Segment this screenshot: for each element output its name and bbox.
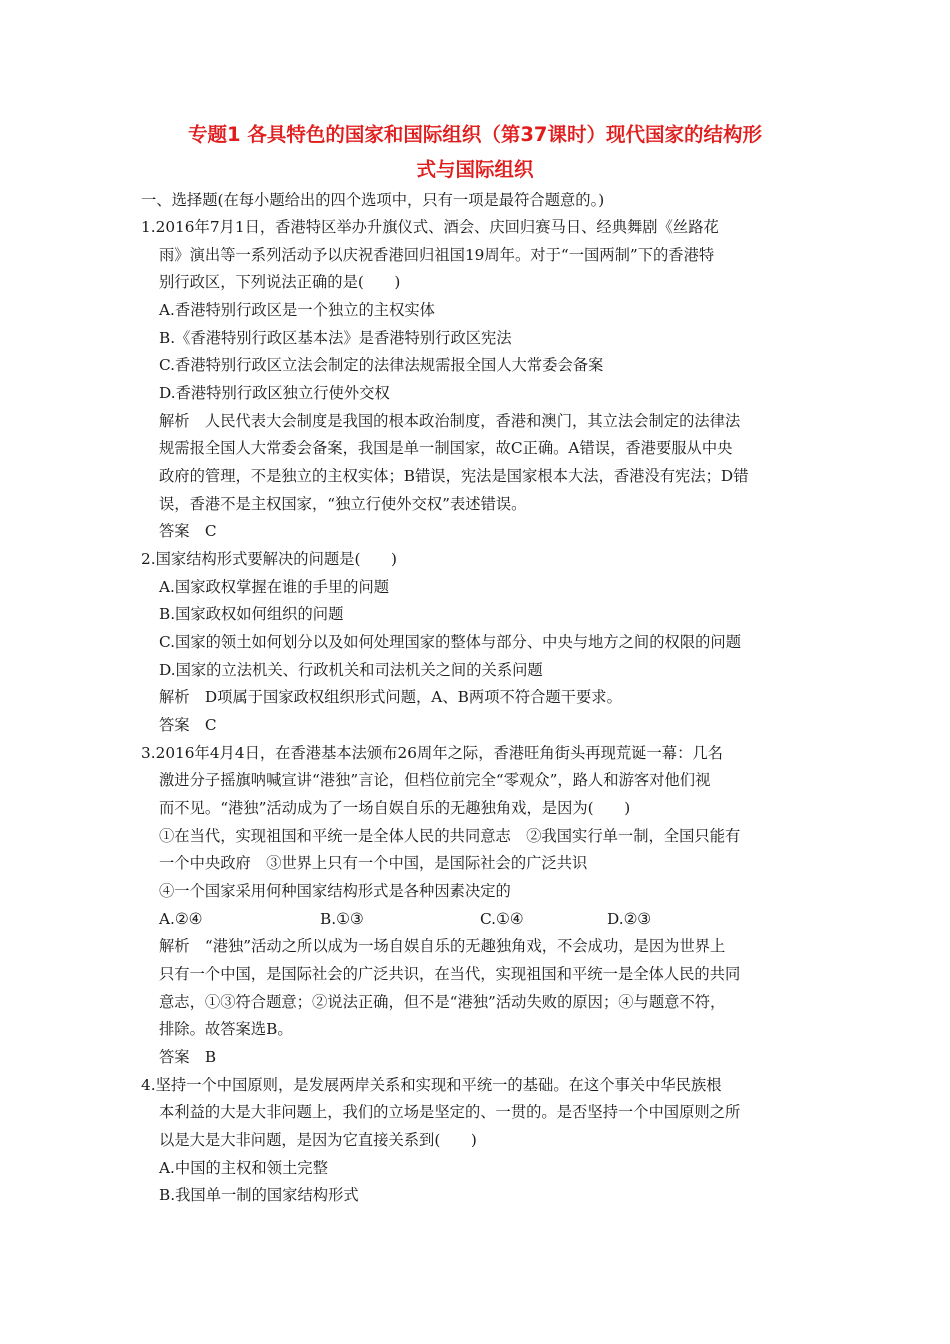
q3-statement-line: ④一个国家采用何种国家结构形式是各种因素决定的 (159, 882, 511, 900)
q1-analysis-line: 误，香港不是主权国家，“独立行使外交权”表述错误。 (159, 495, 527, 513)
q1-answer: 答案 C (159, 522, 217, 540)
q4-stem-line: 4.坚持一个中国原则，是发展两岸关系和实现和平统一的基础。在这个事关中华民族根 (141, 1076, 722, 1094)
q3-analysis-line: 意志，①③符合题意；②说法正确，但不是“港独”活动失败的原因；④与题意不符， (159, 993, 726, 1011)
q2-option-d: D.国家的立法机关、行政机关和司法机关之间的关系问题 (159, 661, 543, 679)
q2-option-a: A.国家政权掌握在谁的手里的问题 (159, 578, 390, 596)
q2-option-c: C.国家的领土如何划分以及如何处理国家的整体与部分、中央与地方之间的权限的问题 (159, 633, 742, 651)
q3-answer: 答案 B (159, 1048, 217, 1066)
q3-stem-line: 激进分子摇旗呐喊宣讲“港独”言论，但档位前完全“零观众”，路人和游客对他们视 (159, 771, 711, 789)
q3-statement-line: ①在当代，实现祖国和平统一是全体人民的共同意志 ②我国实行单一制，全国只能有 (159, 827, 741, 845)
q4-option-b: B.我国单一制的国家结构形式 (159, 1186, 359, 1204)
q4-stem-line: 以是大是大非问题，是因为它直接关系到( ) (159, 1131, 477, 1149)
q2-stem-line: 2.国家结构形式要解决的问题是( ) (141, 550, 397, 568)
section-instruction: 一、选择题(在每小题给出的四个选项中，只有一项是最符合题意的。) (141, 191, 605, 209)
q2-analysis-line: 解析 D项属于国家政权组织形式问题，A、B两项不符合题干要求。 (159, 688, 622, 706)
q1-stem-line: 雨》演出等一系列活动予以庆祝香港回归祖国19周年。对于“一国两制”下的香港特 (159, 246, 715, 264)
q3-analysis-line: 排除。故答案选B。 (159, 1020, 293, 1038)
q1-analysis-line: 解析 人民代表大会制度是我国的根本政治制度，香港和澳门，其立法会制定的法律法 (159, 412, 741, 430)
q1-stem-line: 1.2016年7月1日，香港特区举办升旗仪式、酒会、庆回归赛马日、经典舞剧《丝路花 (141, 218, 719, 236)
q1-option-c: C.香港特别行政区立法会制定的法律法规需报全国人大常委会备案 (159, 356, 604, 374)
q3-stem-line: 而不见。“港独”活动成为了一场自娱自乐的无趣独角戏，是因为( ) (159, 799, 631, 817)
q1-analysis-line: 政府的管理，不是独立的主权实体；B错误，宪法是国家根本大法，香港没有宪法；D错 (159, 467, 749, 485)
q3-option-a: A.②④ (159, 910, 203, 928)
q3-stem-line: 3.2016年4月4日，在香港基本法颁布26周年之际，香港旺角街头再现荒诞一幕：几名 (141, 744, 723, 762)
q1-analysis-line: 规需报全国人大常委会备案，我国是单一制国家，故C正确。A错误，香港要服从中央 (159, 439, 733, 457)
q4-option-a: A.中国的主权和领土完整 (159, 1159, 328, 1177)
q3-option-d: D.②③ (607, 910, 652, 928)
q1-stem-line: 别行政区，下列说法正确的是( ) (159, 273, 401, 291)
q2-answer: 答案 C (159, 716, 217, 734)
q3-analysis-line: 解析 “港独”活动之所以成为一场自娱自乐的无趣独角戏，不会成功，是因为世界上 (159, 937, 726, 955)
q3-option-b: B.①③ (320, 910, 364, 928)
document-title-line-2: 式与国际组织 (416, 158, 534, 181)
q3-options-row (0, 909, 950, 929)
q1-option-b: B.《香港特别行政区基本法》是香港特别行政区宪法 (159, 329, 512, 347)
q3-statement-line: 一个中央政府 ③世界上只有一个中国，是国际社会的广泛共识 (159, 854, 588, 872)
q3-option-c: C.①④ (480, 910, 524, 928)
document-title-line-1: 专题1 各具特色的国家和国际组织（第37课时）现代国家的结构形 (188, 123, 762, 146)
q1-option-d: D.香港特别行政区独立行使外交权 (159, 384, 390, 402)
q2-option-b: B.国家政权如何组织的问题 (159, 605, 344, 623)
q1-option-a: A.香港特别行政区是一个独立的主权实体 (159, 301, 435, 319)
q3-analysis-line: 只有一个中国，是国际社会的广泛共识，在当代，实现祖国和平统一是全体人民的共同 (159, 965, 741, 983)
q4-stem-line: 本利益的大是大非问题上，我们的立场是坚定的、一贯的。是否坚持一个中国原则之所 (159, 1103, 741, 1121)
